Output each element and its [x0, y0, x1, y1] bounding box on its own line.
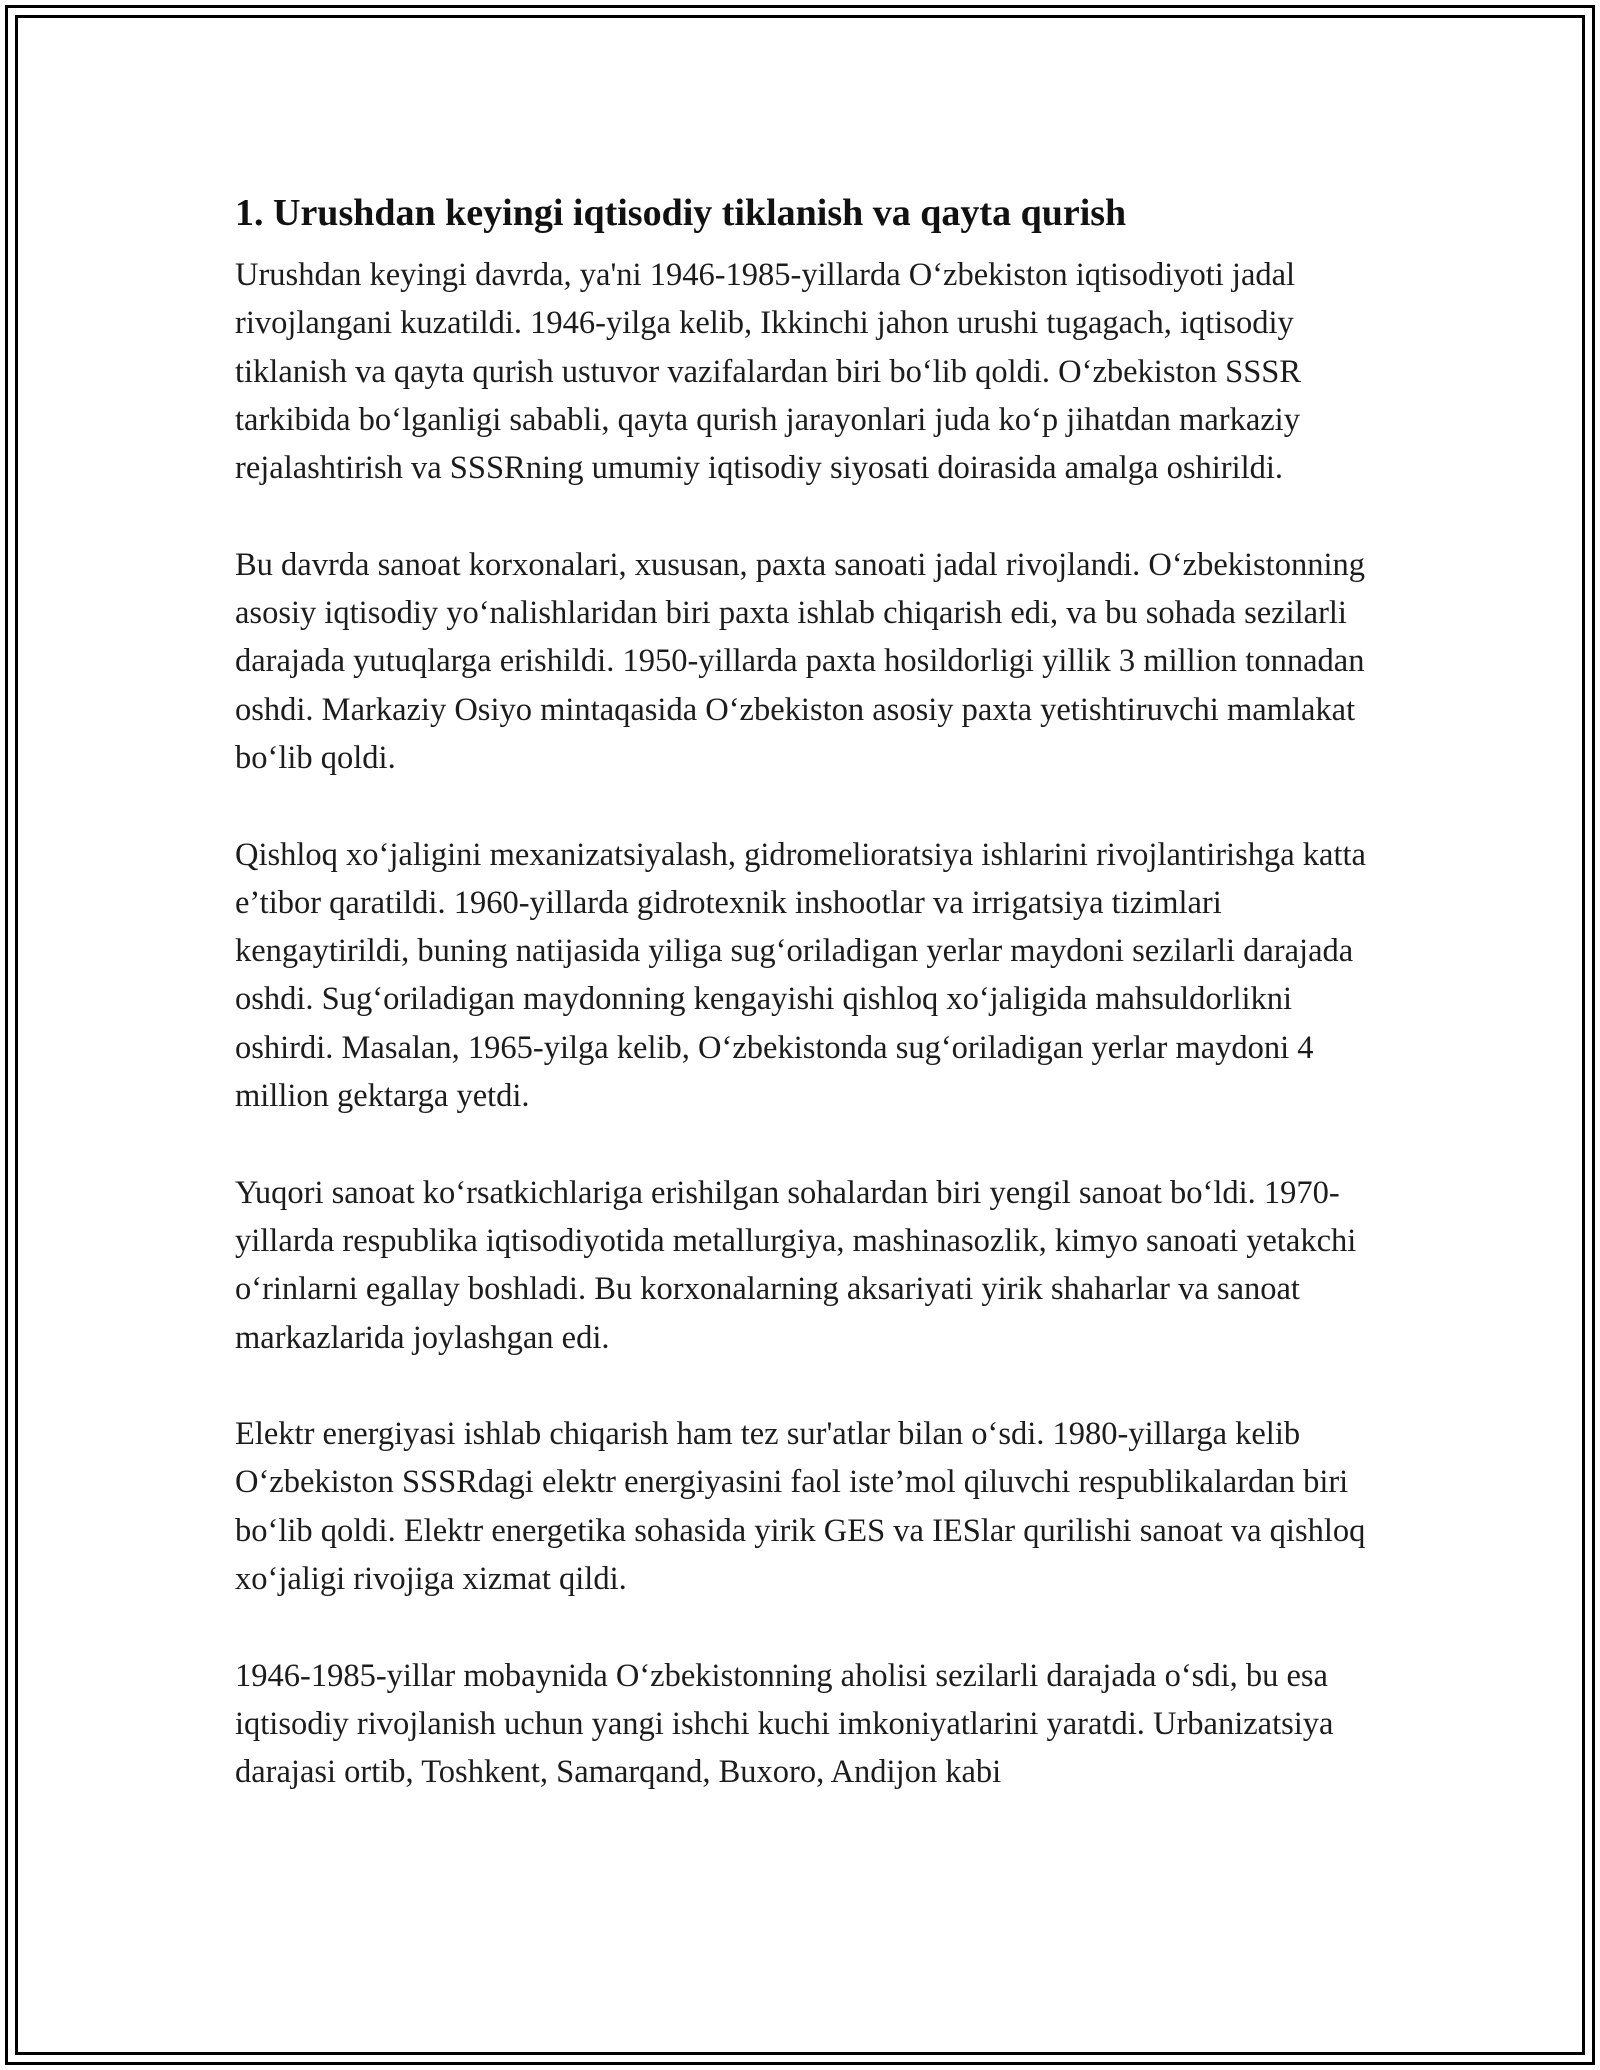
section-heading: 1. Urushdan keyingi iqtisodiy tiklanish va qayta qurish [235, 192, 1127, 234]
paragraph-6: 1946-1985-yillar mobaynida O‘zbekistonning aholisi sezilarli darajada o‘sdi, bu esa iqtisodiy rivojlanish uchun yangi ishchi kuchi imkoniyatlarini yaratdi. Urbanizatsiya darajasi ortib, Toshkent, Samarqand, Buxoro, Andijon kabi [235, 1657, 1334, 1791]
document-body [235, 183, 1385, 1845]
paragraph-3: Qishloq xo‘jaligini mexanizatsiyalash, gidromelioratsiya ishlarini rivojlantirishga katta e’tibor qaratildi. 1960-yillarda gidrotexnik inshootlar va irrigatsiya tizimlari kengaytirildi, buning natijasida yiliga sug‘oriladigan yerlar maydoni sezilarli darajada oshdi. Sug‘oriladigan maydonning kengayishi qishloq xo‘jaligida mahsuldorlikni oshirdi. Masalan, 1965-yilga kelib, O‘zbekistonda sug‘oriladigan yerlar maydoni 4 million gektarga yetdi. [235, 836, 1366, 1115]
paragraph-2: Bu davrda sanoat korxonalari, xususan, paxta sanoati jadal rivojlandi. O‘zbekistonning asosiy iqtisodiy yo‘nalishlaridan biri paxta ishlab chiqarish edi, va bu sohada sezilarli darajada yutuqlarga erishildi. 1950-yillarda paxta hosildorligi yillik 3 million tonnadan oshdi. Markaziy Osiyo mintaqasida O‘zbekiston asosiy paxta yetishtiruvchi mamlakat bo‘lib qoldi. [235, 546, 1365, 776]
paragraph-1: Urushdan keyingi davrda, ya'ni 1946-1985-yillarda O‘zbekiston iqtisodiyoti jadal rivojlangani kuzatildi. 1946-yilga kelib, Ikkinchi jahon urushi tugagach, iqtisodiy tiklanish va qayta qurish ustuvor vazifalardan biri bo‘lib qoldi. O‘zbekiston SSSR tarkibida bo‘lganligi sababli, qayta qurish jarayonlari juda ko‘p jihatdan markaziy rejalashtirish va SSSRning umumiy iqtisodiy siyosati doirasida amalga oshirildi. [235, 257, 1302, 487]
paragraph-4: Yuqori sanoat ko‘rsatkichlariga erishilgan sohalardan biri yengil sanoat bo‘ldi. 1970-yillarda respublika iqtisodiyotida metallurgiya, mashinasozlik, kimyo sanoati yetakchi o‘rinlarni egallay boshladi. Bu korxonalarning aksariyati yirik shaharlar va sanoat markazlarida joylashgan edi. [235, 1174, 1357, 1356]
paragraph-5: Elektr energiyasi ishlab chiqarish ham tez sur'atlar bilan o‘sdi. 1980-yillarga kelib O‘zbekiston SSSRdagi elektr energiyasini faol iste’mol qiluvchi respublikalardan biri bo‘lib qoldi. Elektr energetika sohasida yirik GES va IESlar qurilishi sanoat va qishloq xo‘jaligi rivojiga xizmat qildi. [235, 1416, 1366, 1598]
